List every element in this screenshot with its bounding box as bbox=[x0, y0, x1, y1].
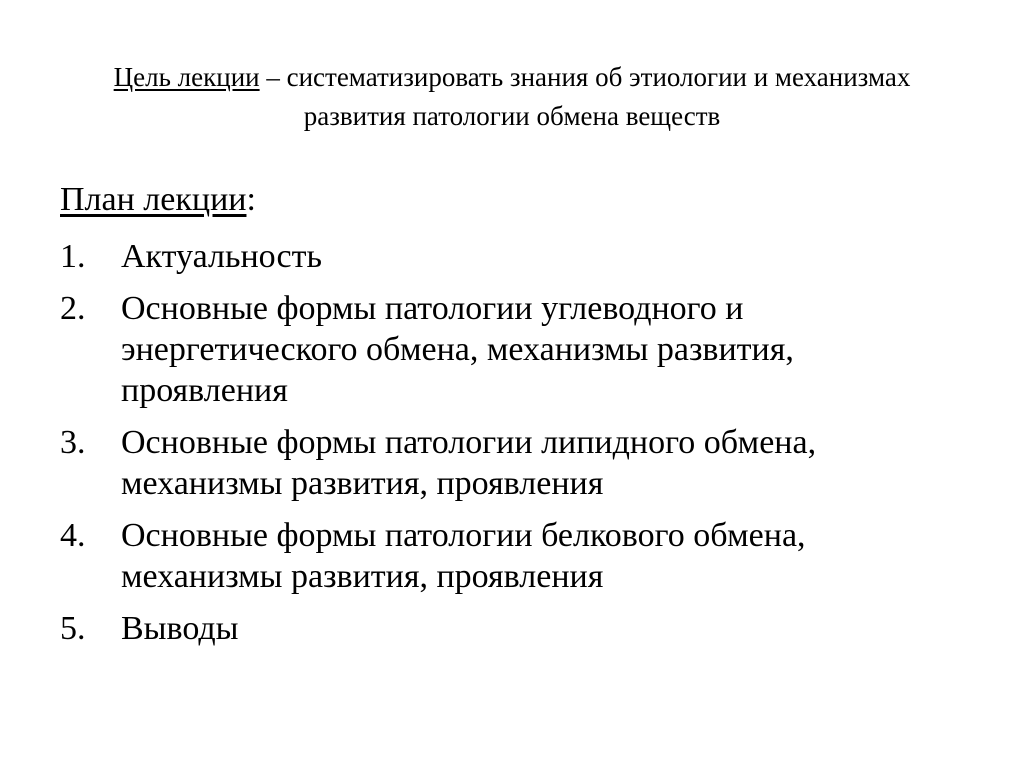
plan-item-number: 1. bbox=[60, 238, 86, 275]
plan-item-1 bbox=[60, 236, 960, 277]
plan-item-text: Основные формы патологии углеводного и энергетического обмена, механизмы развития, проявления bbox=[121, 290, 794, 409]
plan-item-number: 5. bbox=[60, 610, 86, 647]
plan-heading bbox=[60, 180, 256, 220]
plan-list bbox=[60, 236, 960, 660]
plan-item-text: Выводы bbox=[121, 610, 239, 647]
plan-item-5 bbox=[60, 608, 960, 649]
plan-heading-colon: : bbox=[246, 181, 256, 218]
plan-heading-label: План лекции bbox=[60, 181, 247, 218]
lecture-goal-text: – систематизировать знания об этиологии и механизмах развития патологии обмена веществ bbox=[259, 62, 911, 131]
lecture-goal-label: Цель лекции bbox=[113, 62, 260, 92]
lecture-goal bbox=[60, 58, 964, 136]
plan-item-2 bbox=[60, 288, 960, 411]
plan-item-4 bbox=[60, 515, 960, 597]
plan-item-number: 2. bbox=[60, 290, 86, 327]
plan-item-text: Основные формы патологии белкового обмена, механизмы развития, проявления bbox=[121, 517, 806, 595]
plan-item-text: Основные формы патологии липидного обмена, механизмы развития, проявления bbox=[121, 424, 817, 502]
plan-item-3 bbox=[60, 422, 960, 504]
plan-item-number: 4. bbox=[60, 517, 86, 554]
plan-item-text: Актуальность bbox=[121, 238, 322, 275]
plan-item-number: 3. bbox=[60, 424, 86, 461]
